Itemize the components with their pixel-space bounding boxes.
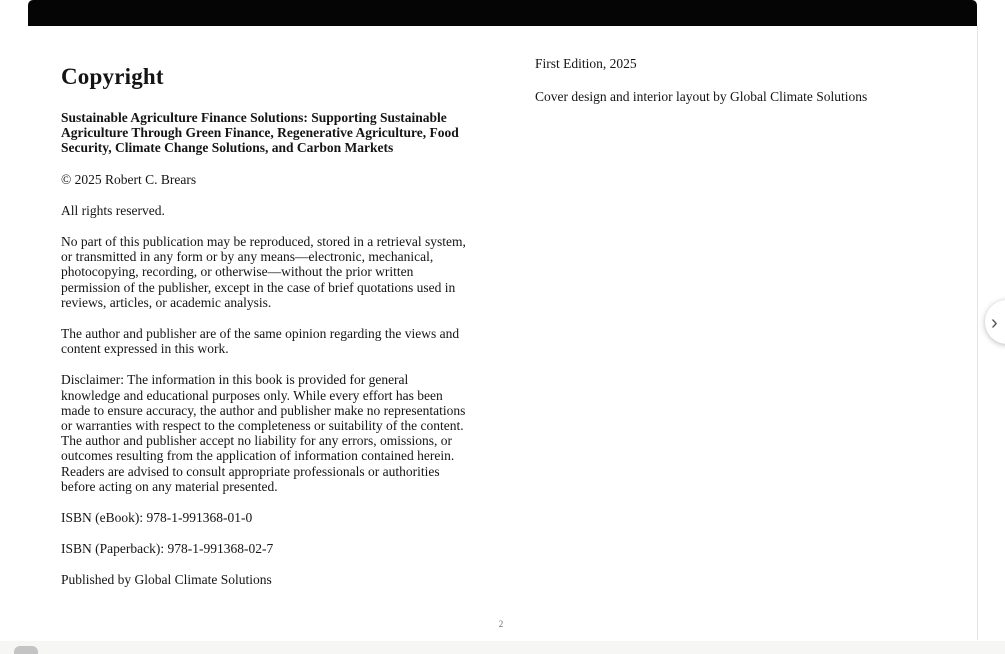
- book-title: Sustainable Agriculture Finance Solutions: Supporting Sustainable Agriculture Through Green Finance, Regenerative Agriculture, Food Security, Climate Change Solutions, and Carbon Markets: [61, 110, 459, 156]
- edition-line: First Edition, 2025: [535, 56, 637, 71]
- rights-line: All rights reserved.: [61, 202, 165, 218]
- disclaimer-paragraph: Disclaimer: The information in this book is provided for general knowledge and educational purposes only. While every effort has been made to ensure accuracy, the author and publisher make no representations or warranties with respect to the completeness or suitability of the content. The author and publisher accept no liability for any errors, omissions, or outcomes resulting from the application of information contained herein. Readers are advised to consult appropriate professionals or authorities before acting on any material presented.: [61, 372, 466, 494]
- cover-design-line: Cover design and interior layout by Global Climate Solutions: [535, 89, 868, 105]
- page-number: 2: [498, 619, 504, 629]
- bottom-margin: [0, 641, 1005, 654]
- page-edge-divider: [977, 26, 978, 640]
- window-title-bar[interactable]: [28, 0, 977, 26]
- dock-icon-partial: [14, 646, 38, 654]
- copyright-page-left-column: [61, 64, 469, 604]
- permission-paragraph: No part of this publication may be reproduced, stored in a retrieval system, or transmitted in any form or by any means—electronic, mechanical, photocopying, recording, or otherwise—without the prior written permission of the publisher, except in the case of brief quotations used in reviews, articles, or academic analysis.: [61, 234, 466, 310]
- copyright-line: © 2025 Robert C. Brears: [61, 171, 197, 187]
- next-page-button[interactable]: [985, 300, 1005, 344]
- isbn-ebook-line: ISBN (eBook): 978-1-991368-01-0: [61, 510, 253, 526]
- chevron-right-icon: ›: [991, 312, 998, 334]
- page-title: Copyright: [61, 64, 164, 89]
- copyright-page-right-column: [535, 56, 935, 122]
- publisher-line: Published by Global Climate Solutions: [61, 572, 272, 588]
- opinion-paragraph: The author and publisher are of the same opinion regarding the views and content expressed in this work.: [61, 326, 460, 357]
- isbn-paperback-line: ISBN (Paperback): 978-1-991368-02-7: [61, 541, 274, 557]
